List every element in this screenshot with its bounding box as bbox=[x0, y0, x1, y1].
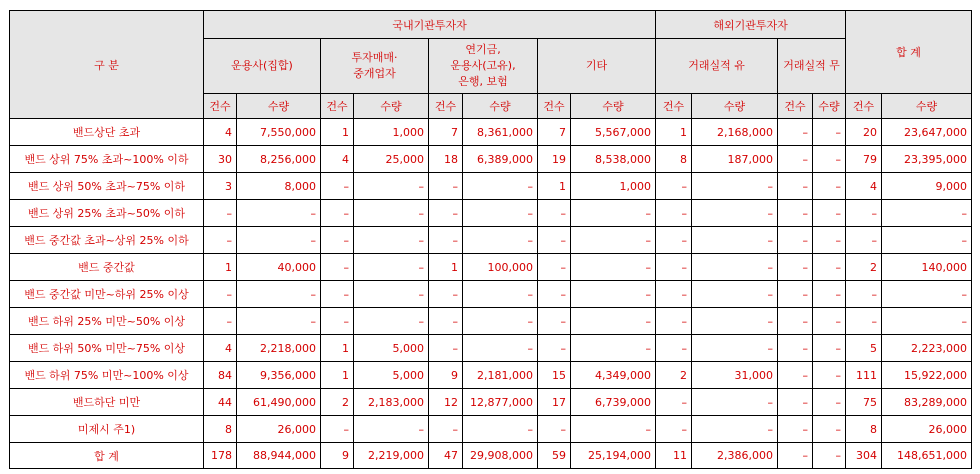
quantity-cell: 2,218,000 bbox=[237, 335, 321, 362]
count-cell: – bbox=[778, 308, 813, 335]
table-row bbox=[10, 281, 972, 308]
count-cell: 2 bbox=[321, 389, 354, 416]
quantity-cell: 25,194,000 bbox=[571, 443, 656, 469]
count-cell: 19 bbox=[538, 146, 571, 173]
quantity-cell: – bbox=[692, 389, 778, 416]
quantity-cell: 4,349,000 bbox=[571, 362, 656, 389]
count-cell: – bbox=[321, 416, 354, 443]
quantity-cell: – bbox=[354, 416, 429, 443]
table-row bbox=[10, 119, 972, 146]
row-label: 밴드 상위 50% 초과~75% 이하 bbox=[10, 173, 204, 200]
table-row bbox=[10, 389, 972, 416]
quantity-cell: – bbox=[882, 308, 972, 335]
quantity-cell: – bbox=[692, 335, 778, 362]
count-cell: 8 bbox=[204, 416, 237, 443]
demand-forecast-table bbox=[9, 10, 972, 469]
quantity-cell: 8,361,000 bbox=[463, 119, 538, 146]
row-label: 밴드 중간값 bbox=[10, 254, 204, 281]
quantity-cell: 15,922,000 bbox=[882, 362, 972, 389]
row-label: 합 계 bbox=[10, 443, 204, 469]
quantity-cell: 83,289,000 bbox=[882, 389, 972, 416]
header-count: 건수 bbox=[846, 94, 882, 119]
count-cell: – bbox=[656, 416, 692, 443]
count-cell: – bbox=[429, 335, 463, 362]
count-cell: – bbox=[538, 335, 571, 362]
count-cell: – bbox=[778, 362, 813, 389]
count-cell: 1 bbox=[321, 362, 354, 389]
quantity-cell: – bbox=[813, 227, 846, 254]
count-cell: 5 bbox=[846, 335, 882, 362]
count-cell: – bbox=[778, 443, 813, 469]
count-cell: 20 bbox=[846, 119, 882, 146]
header-track-record-no: 거래실적 무 bbox=[778, 39, 846, 94]
count-cell: – bbox=[429, 308, 463, 335]
quantity-cell: – bbox=[882, 200, 972, 227]
count-cell: – bbox=[538, 281, 571, 308]
header-foreign-investors: 해외기관투자자 bbox=[656, 11, 846, 39]
quantity-cell: – bbox=[692, 200, 778, 227]
count-cell: – bbox=[321, 227, 354, 254]
table-row bbox=[10, 173, 972, 200]
quantity-cell: 2,386,000 bbox=[692, 443, 778, 469]
count-cell: 11 bbox=[656, 443, 692, 469]
count-cell: – bbox=[846, 308, 882, 335]
quantity-cell: 7,550,000 bbox=[237, 119, 321, 146]
header-other: 기타 bbox=[538, 39, 656, 94]
quantity-cell: – bbox=[813, 146, 846, 173]
quantity-cell: – bbox=[813, 281, 846, 308]
header-count: 건수 bbox=[429, 94, 463, 119]
quantity-cell: 88,944,000 bbox=[237, 443, 321, 469]
count-cell: 4 bbox=[204, 335, 237, 362]
quantity-cell: – bbox=[571, 308, 656, 335]
count-cell: 47 bbox=[429, 443, 463, 469]
quantity-cell: – bbox=[571, 254, 656, 281]
table-row bbox=[10, 362, 972, 389]
header-asset-management: 운용사(집합) bbox=[204, 39, 321, 94]
quantity-cell: – bbox=[692, 227, 778, 254]
table-row bbox=[10, 443, 972, 469]
header-quantity: 수량 bbox=[813, 94, 846, 119]
quantity-cell: 26,000 bbox=[237, 416, 321, 443]
count-cell: – bbox=[429, 281, 463, 308]
table-row bbox=[10, 200, 972, 227]
count-cell: 44 bbox=[204, 389, 237, 416]
quantity-cell: – bbox=[354, 200, 429, 227]
count-cell: – bbox=[846, 281, 882, 308]
count-cell: – bbox=[538, 308, 571, 335]
count-cell: 1 bbox=[204, 254, 237, 281]
count-cell: 1 bbox=[429, 254, 463, 281]
quantity-cell: 2,223,000 bbox=[882, 335, 972, 362]
row-label: 밴드 하위 25% 미만~50% 이상 bbox=[10, 308, 204, 335]
count-cell: – bbox=[846, 227, 882, 254]
quantity-cell: – bbox=[463, 281, 538, 308]
count-cell: 8 bbox=[846, 416, 882, 443]
header-quantity: 수량 bbox=[463, 94, 538, 119]
quantity-cell: – bbox=[813, 308, 846, 335]
count-cell: – bbox=[778, 254, 813, 281]
count-cell: – bbox=[429, 227, 463, 254]
count-cell: 59 bbox=[538, 443, 571, 469]
quantity-cell: – bbox=[813, 173, 846, 200]
quantity-cell: – bbox=[813, 362, 846, 389]
count-cell: – bbox=[538, 200, 571, 227]
quantity-cell: – bbox=[463, 335, 538, 362]
count-cell: – bbox=[778, 119, 813, 146]
count-cell: – bbox=[846, 200, 882, 227]
quantity-cell: – bbox=[463, 308, 538, 335]
quantity-cell: – bbox=[692, 254, 778, 281]
quantity-cell: – bbox=[813, 254, 846, 281]
count-cell: – bbox=[321, 173, 354, 200]
quantity-cell: 25,000 bbox=[354, 146, 429, 173]
quantity-cell: – bbox=[813, 335, 846, 362]
row-label: 밴드 하위 75% 미만~100% 이상 bbox=[10, 362, 204, 389]
quantity-cell: 31,000 bbox=[692, 362, 778, 389]
count-cell: 1 bbox=[321, 335, 354, 362]
quantity-cell: 5,000 bbox=[354, 362, 429, 389]
count-cell: – bbox=[204, 281, 237, 308]
quantity-cell: 2,219,000 bbox=[354, 443, 429, 469]
count-cell: 111 bbox=[846, 362, 882, 389]
count-cell: – bbox=[204, 308, 237, 335]
quantity-cell: 5,000 bbox=[354, 335, 429, 362]
header-brokerage: 투자매매· 중개업자 bbox=[321, 39, 429, 94]
table-row bbox=[10, 335, 972, 362]
count-cell: 9 bbox=[429, 362, 463, 389]
quantity-cell: – bbox=[463, 416, 538, 443]
quantity-cell: – bbox=[813, 200, 846, 227]
quantity-cell: – bbox=[813, 416, 846, 443]
count-cell: 30 bbox=[204, 146, 237, 173]
quantity-cell: – bbox=[813, 443, 846, 469]
quantity-cell: – bbox=[692, 281, 778, 308]
header-quantity: 수량 bbox=[354, 94, 429, 119]
quantity-cell: – bbox=[692, 308, 778, 335]
row-label: 밴드 하위 50% 미만~75% 이상 bbox=[10, 335, 204, 362]
quantity-cell: – bbox=[463, 173, 538, 200]
row-label: 미제시 주1) bbox=[10, 416, 204, 443]
quantity-cell: – bbox=[692, 173, 778, 200]
quantity-cell: – bbox=[237, 200, 321, 227]
count-cell: 15 bbox=[538, 362, 571, 389]
count-cell: – bbox=[538, 416, 571, 443]
count-cell: – bbox=[321, 254, 354, 281]
quantity-cell: – bbox=[571, 227, 656, 254]
quantity-cell: 23,395,000 bbox=[882, 146, 972, 173]
count-cell: – bbox=[204, 200, 237, 227]
quantity-cell: 2,168,000 bbox=[692, 119, 778, 146]
count-cell: 1 bbox=[321, 119, 354, 146]
quantity-cell: – bbox=[813, 389, 846, 416]
count-cell: 1 bbox=[656, 119, 692, 146]
row-label: 밴드 상위 25% 초과~50% 이하 bbox=[10, 200, 204, 227]
count-cell: 304 bbox=[846, 443, 882, 469]
quantity-cell: – bbox=[354, 281, 429, 308]
quantity-cell: – bbox=[813, 119, 846, 146]
quantity-cell: 9,000 bbox=[882, 173, 972, 200]
count-cell: – bbox=[778, 200, 813, 227]
count-cell: – bbox=[321, 200, 354, 227]
count-cell: 8 bbox=[656, 146, 692, 173]
quantity-cell: 148,651,000 bbox=[882, 443, 972, 469]
quantity-cell: 23,647,000 bbox=[882, 119, 972, 146]
header-category: 구 분 bbox=[10, 11, 204, 119]
table-row bbox=[10, 254, 972, 281]
count-cell: – bbox=[656, 254, 692, 281]
quantity-cell: – bbox=[882, 227, 972, 254]
count-cell: – bbox=[321, 281, 354, 308]
count-cell: 79 bbox=[846, 146, 882, 173]
quantity-cell: 1,000 bbox=[571, 173, 656, 200]
count-cell: – bbox=[778, 173, 813, 200]
quantity-cell: 5,567,000 bbox=[571, 119, 656, 146]
count-cell: – bbox=[778, 389, 813, 416]
quantity-cell: – bbox=[354, 254, 429, 281]
quantity-cell: 8,256,000 bbox=[237, 146, 321, 173]
quantity-cell: – bbox=[237, 308, 321, 335]
row-label: 밴드상단 초과 bbox=[10, 119, 204, 146]
count-cell: – bbox=[778, 227, 813, 254]
quantity-cell: – bbox=[571, 416, 656, 443]
table-row bbox=[10, 146, 972, 173]
count-cell: – bbox=[656, 200, 692, 227]
quantity-cell: 9,356,000 bbox=[237, 362, 321, 389]
header-quantity: 수량 bbox=[237, 94, 321, 119]
quantity-cell: 26,000 bbox=[882, 416, 972, 443]
count-cell: 4 bbox=[846, 173, 882, 200]
count-cell: – bbox=[429, 416, 463, 443]
header-total: 합 계 bbox=[846, 11, 972, 94]
count-cell: 17 bbox=[538, 389, 571, 416]
count-cell: – bbox=[204, 227, 237, 254]
count-cell: 1 bbox=[538, 173, 571, 200]
row-label: 밴드 상위 75% 초과~100% 이하 bbox=[10, 146, 204, 173]
count-cell: – bbox=[538, 254, 571, 281]
quantity-cell: – bbox=[571, 281, 656, 308]
quantity-cell: 100,000 bbox=[463, 254, 538, 281]
quantity-cell: – bbox=[571, 200, 656, 227]
table-row bbox=[10, 308, 972, 335]
header-pension-etc: 연기금, 운용사(고유), 은행, 보험 bbox=[429, 39, 538, 94]
row-label: 밴드 중간값 미만~하위 25% 이상 bbox=[10, 281, 204, 308]
count-cell: – bbox=[656, 308, 692, 335]
count-cell: 7 bbox=[429, 119, 463, 146]
quantity-cell: 6,739,000 bbox=[571, 389, 656, 416]
header-count: 건수 bbox=[204, 94, 237, 119]
count-cell: 84 bbox=[204, 362, 237, 389]
count-cell: – bbox=[538, 227, 571, 254]
quantity-cell: – bbox=[571, 335, 656, 362]
quantity-cell: – bbox=[463, 227, 538, 254]
quantity-cell: 140,000 bbox=[882, 254, 972, 281]
count-cell: 4 bbox=[204, 119, 237, 146]
quantity-cell: 187,000 bbox=[692, 146, 778, 173]
count-cell: 12 bbox=[429, 389, 463, 416]
count-cell: 9 bbox=[321, 443, 354, 469]
quantity-cell: 6,389,000 bbox=[463, 146, 538, 173]
header-quantity: 수량 bbox=[571, 94, 656, 119]
count-cell: – bbox=[656, 281, 692, 308]
count-cell: 2 bbox=[846, 254, 882, 281]
quantity-cell: 12,877,000 bbox=[463, 389, 538, 416]
count-cell: – bbox=[429, 173, 463, 200]
count-cell: – bbox=[656, 173, 692, 200]
quantity-cell: 8,538,000 bbox=[571, 146, 656, 173]
count-cell: 2 bbox=[656, 362, 692, 389]
count-cell: – bbox=[778, 416, 813, 443]
quantity-cell: 2,181,000 bbox=[463, 362, 538, 389]
quantity-cell: – bbox=[237, 281, 321, 308]
header-domestic-investors: 국내기관투자자 bbox=[204, 11, 656, 39]
quantity-cell: – bbox=[463, 200, 538, 227]
header-count: 건수 bbox=[778, 94, 813, 119]
header-quantity: 수량 bbox=[692, 94, 778, 119]
row-label: 밴드하단 미만 bbox=[10, 389, 204, 416]
header-track-record-yes: 거래실적 유 bbox=[656, 39, 778, 94]
count-cell: – bbox=[656, 389, 692, 416]
quantity-cell: – bbox=[354, 173, 429, 200]
quantity-cell: – bbox=[237, 227, 321, 254]
count-cell: – bbox=[429, 200, 463, 227]
quantity-cell: 61,490,000 bbox=[237, 389, 321, 416]
table-row bbox=[10, 227, 972, 254]
header-count: 건수 bbox=[656, 94, 692, 119]
count-cell: 18 bbox=[429, 146, 463, 173]
quantity-cell: – bbox=[692, 416, 778, 443]
quantity-cell: – bbox=[882, 281, 972, 308]
count-cell: – bbox=[321, 308, 354, 335]
table-row bbox=[10, 416, 972, 443]
count-cell: – bbox=[656, 335, 692, 362]
quantity-cell: – bbox=[354, 308, 429, 335]
row-label: 밴드 중간값 초과~상위 25% 이하 bbox=[10, 227, 204, 254]
count-cell: 75 bbox=[846, 389, 882, 416]
count-cell: – bbox=[778, 281, 813, 308]
quantity-cell: 2,183,000 bbox=[354, 389, 429, 416]
count-cell: – bbox=[778, 146, 813, 173]
header-quantity: 수량 bbox=[882, 94, 972, 119]
quantity-cell: 8,000 bbox=[237, 173, 321, 200]
quantity-cell: 40,000 bbox=[237, 254, 321, 281]
header-count: 건수 bbox=[321, 94, 354, 119]
count-cell: 7 bbox=[538, 119, 571, 146]
quantity-cell: 29,908,000 bbox=[463, 443, 538, 469]
count-cell: – bbox=[778, 335, 813, 362]
count-cell: 178 bbox=[204, 443, 237, 469]
header-count: 건수 bbox=[538, 94, 571, 119]
count-cell: 4 bbox=[321, 146, 354, 173]
quantity-cell: 1,000 bbox=[354, 119, 429, 146]
quantity-cell: – bbox=[354, 227, 429, 254]
count-cell: 3 bbox=[204, 173, 237, 200]
count-cell: – bbox=[656, 227, 692, 254]
